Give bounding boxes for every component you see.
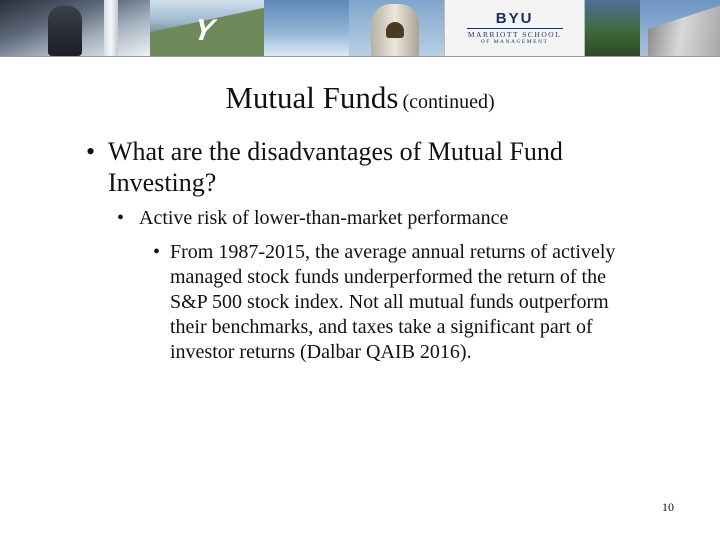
- logo-school-text: MARRIOTT SCHOOL: [467, 29, 562, 39]
- bullet-text: Active risk of lower-than-market performance: [139, 207, 509, 229]
- building-photo: [640, 0, 720, 56]
- bullet-level-1: [86, 136, 646, 198]
- bell-icon: [386, 22, 404, 38]
- bell-tower-photo: [349, 0, 444, 56]
- page-number: 10: [662, 500, 674, 514]
- bullet-icon: •: [153, 241, 161, 263]
- logo-division-text: OF MANAGEMENT: [480, 39, 549, 45]
- y-mountain-mark: Y: [187, 14, 220, 47]
- pillar-shape: [104, 0, 118, 56]
- bullet-text: From 1987-2015, the average annual returns of actively managed stock funds underperformed the return of the S&P 500 stock index. Not all mutual funds outperform their benchmarks, and taxes take a significant part of investor returns (Dalbar QAIB 2016).: [170, 241, 616, 363]
- byu-marriott-logo: [444, 0, 586, 56]
- statue-figure: [48, 6, 82, 56]
- logo-primary-text: BYU: [495, 9, 534, 27]
- bullet-level-2: [117, 206, 657, 231]
- bullet-text: What are the disadvantages of Mutual Fund Investing?: [108, 137, 563, 197]
- sky-photo: [264, 0, 349, 56]
- bullet-icon: •: [117, 207, 125, 229]
- slide-title-suffix: (continued): [402, 91, 495, 113]
- header-banner: [0, 0, 720, 57]
- building-shape: [648, 3, 720, 56]
- slide-title: [0, 80, 720, 116]
- mountain-y-photo: [150, 0, 265, 56]
- bullet-icon: •: [86, 137, 96, 166]
- slide-title-main: Mutual Funds: [225, 80, 399, 115]
- trees-photo: [585, 0, 640, 56]
- bullet-level-3: [153, 240, 643, 365]
- statue-photo: [0, 0, 150, 56]
- logo-divider: [467, 28, 563, 29]
